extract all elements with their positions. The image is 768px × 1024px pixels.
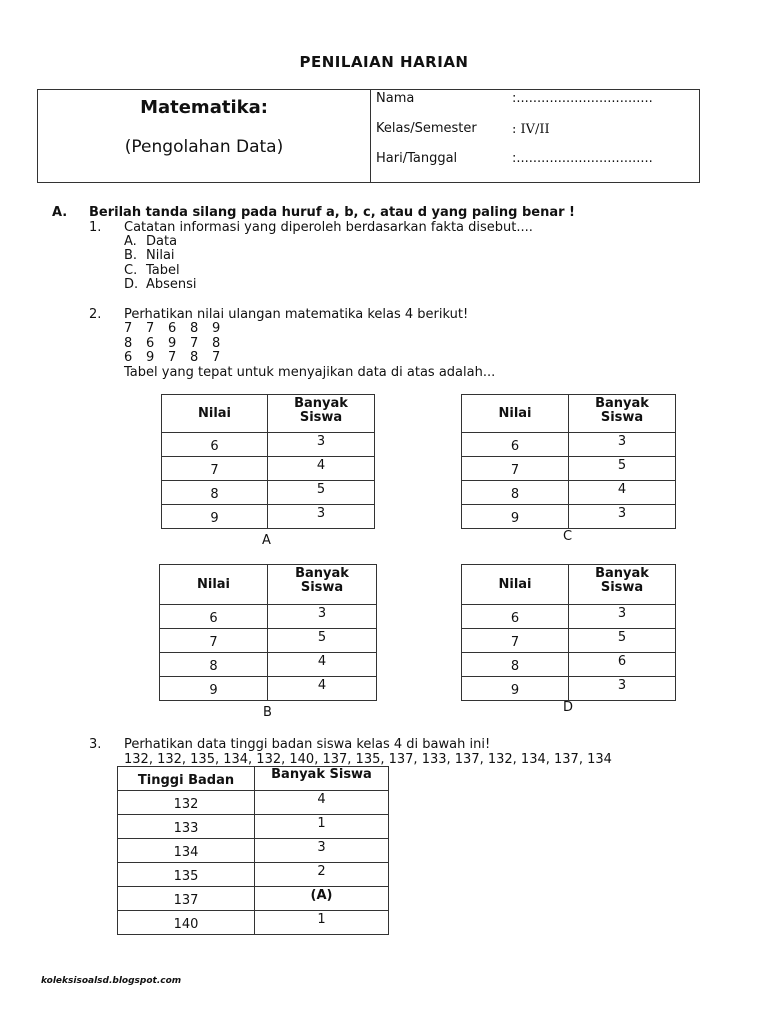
cell-banyak: 3 xyxy=(268,505,375,529)
field-label-kelas: Kelas/Semester xyxy=(376,121,477,136)
q1-option-a xyxy=(124,234,177,249)
cell-nilai: 8 xyxy=(160,653,268,677)
cell-nilai: 9 xyxy=(462,677,569,701)
q2-number: 2. xyxy=(89,307,102,322)
cell-banyak: 3 xyxy=(569,433,676,457)
data-value: 8 xyxy=(190,321,199,336)
q1-option-d xyxy=(124,277,197,292)
footer-source: koleksisoalsd.blogspot.com xyxy=(41,976,182,986)
data-value: 7 xyxy=(124,321,133,336)
table-row xyxy=(162,433,375,457)
data-value: 7 xyxy=(146,321,155,336)
table-row xyxy=(160,605,377,629)
q2-table-d xyxy=(461,564,676,701)
q2-data-row xyxy=(124,321,234,336)
cell-nilai: 9 xyxy=(160,677,268,701)
field-value-hari: :................................. xyxy=(512,151,653,166)
option-text: Tabel xyxy=(146,263,180,278)
col-banyak-line1: Banyak xyxy=(595,566,649,581)
cell-nilai: 8 xyxy=(462,481,569,505)
col-banyak-line2: Siswa xyxy=(300,580,344,595)
cell-banyak: 4 xyxy=(255,791,389,815)
col-tinggi-badan: Tinggi Badan xyxy=(118,767,255,791)
cell-banyak: 3 xyxy=(569,505,676,529)
cell-banyak: 3 xyxy=(569,677,676,701)
cell-nilai: 6 xyxy=(162,433,268,457)
table-row xyxy=(160,629,377,653)
data-value: 8 xyxy=(190,350,199,365)
q2-data-row xyxy=(124,336,234,351)
cell-tinggi: 132 xyxy=(118,791,255,815)
data-value: 9 xyxy=(212,321,221,336)
cell-banyak: 1 xyxy=(255,815,389,839)
table-row xyxy=(462,481,676,505)
table-label-c: C xyxy=(563,529,573,544)
data-value: 8 xyxy=(212,336,221,351)
q2-question: Tabel yang tepat untuk menyajikan data di atas adalah... xyxy=(124,365,496,380)
cell-banyak: 3 xyxy=(268,433,375,457)
cell-banyak: 4 xyxy=(268,677,377,701)
data-value: 9 xyxy=(168,336,177,351)
table-row xyxy=(462,605,676,629)
q2-table-a xyxy=(161,394,375,529)
data-value: 7 xyxy=(190,336,199,351)
col-nilai: Nilai xyxy=(162,395,268,433)
table-row xyxy=(462,457,676,481)
table-row xyxy=(118,887,389,911)
q2-table-b xyxy=(159,564,377,701)
cell-banyak: 4 xyxy=(268,457,375,481)
cell-banyak: 5 xyxy=(569,457,676,481)
col-banyak-line2: Siswa xyxy=(600,410,644,425)
cell-banyak: 5 xyxy=(569,629,676,653)
field-label-hari: Hari/Tanggal xyxy=(376,151,458,166)
data-value: 9 xyxy=(146,350,155,365)
q1-text: Catatan informasi yang diperoleh berdasarkan fakta disebut.... xyxy=(124,220,533,235)
table-label-b: B xyxy=(263,705,272,720)
table-row xyxy=(118,863,389,887)
q1-number: 1. xyxy=(89,220,102,235)
q2-table-c xyxy=(461,394,676,529)
page-title: PENILAIAN HARIAN xyxy=(299,53,469,71)
col-banyak-line1: Banyak xyxy=(595,396,649,411)
cell-tinggi: 134 xyxy=(118,839,255,863)
cell-banyak: 1 xyxy=(255,911,389,935)
cell-nilai: 6 xyxy=(462,433,569,457)
col-nilai: Nilai xyxy=(462,395,569,433)
option-letter: A. xyxy=(124,234,137,249)
data-value: 7 xyxy=(168,350,177,365)
table-row xyxy=(118,911,389,935)
cell-tinggi: 137 xyxy=(118,887,255,911)
q2-data-row xyxy=(124,350,234,365)
subject-subtopic: (Pengolahan Data) xyxy=(124,137,284,157)
cell-banyak: 6 xyxy=(569,653,676,677)
cell-nilai: 6 xyxy=(462,605,569,629)
cell-banyak: 3 xyxy=(255,839,389,863)
table-row xyxy=(462,433,676,457)
col-banyak-line2: Siswa xyxy=(600,580,644,595)
cell-banyak: 4 xyxy=(569,481,676,505)
cell-banyak: 2 xyxy=(255,863,389,887)
field-value-nama: :................................. xyxy=(512,91,653,106)
subject-title: Matematika: xyxy=(140,97,268,118)
table-row xyxy=(462,653,676,677)
cell-nilai: 7 xyxy=(462,457,569,481)
table-row xyxy=(162,481,375,505)
col-nilai: Nilai xyxy=(160,565,268,605)
table-row xyxy=(462,629,676,653)
table-row xyxy=(462,505,676,529)
table-row xyxy=(162,457,375,481)
q3-text: Perhatikan data tinggi badan siswa kelas 4 di bawah ini! xyxy=(124,737,491,752)
option-letter: B. xyxy=(124,248,138,263)
cell-tinggi: 135 xyxy=(118,863,255,887)
cell-nilai: 9 xyxy=(462,505,569,529)
q1-option-b xyxy=(124,248,175,263)
q3-number: 3. xyxy=(89,737,102,752)
header-box xyxy=(37,89,700,183)
col-banyak-line1: Banyak xyxy=(294,396,348,411)
table-row xyxy=(462,677,676,701)
table-row xyxy=(118,815,389,839)
cell-tinggi: 133 xyxy=(118,815,255,839)
cell-banyak: 5 xyxy=(268,629,377,653)
q3-table xyxy=(117,766,389,935)
table-label-d: D xyxy=(563,700,574,715)
field-value-kelas: : IV/II xyxy=(512,122,550,137)
cell-banyak: 5 xyxy=(268,481,375,505)
cell-nilai: 8 xyxy=(462,653,569,677)
table-row xyxy=(160,677,377,701)
col-banyak-siswa xyxy=(569,565,676,605)
q1-option-c xyxy=(124,263,180,278)
table-label-a: A xyxy=(262,533,271,548)
subject-panel xyxy=(38,90,371,182)
option-text: Nilai xyxy=(146,248,175,263)
table-row xyxy=(118,839,389,863)
q2-text: Perhatikan nilai ulangan matematika kelas 4 berikut! xyxy=(124,307,469,322)
data-value: 6 xyxy=(168,321,177,336)
section-instruction: Berilah tanda silang pada huruf a, b, c, atau d yang paling benar ! xyxy=(89,205,575,220)
field-label-nama: Nama xyxy=(376,91,415,106)
cell-nilai: 6 xyxy=(160,605,268,629)
option-letter: C. xyxy=(124,263,138,278)
col-nilai: Nilai xyxy=(462,565,569,605)
option-text: Data xyxy=(146,234,178,249)
data-value: 7 xyxy=(212,350,221,365)
col-banyak-line2: Siswa xyxy=(299,410,343,425)
section-letter: A. xyxy=(52,205,68,220)
col-banyak-siswa xyxy=(569,395,676,433)
option-text: Absensi xyxy=(146,277,197,292)
table-row xyxy=(160,653,377,677)
cell-nilai: 7 xyxy=(160,629,268,653)
cell-nilai: 7 xyxy=(462,629,569,653)
col-banyak-line1: Banyak xyxy=(295,566,349,581)
cell-banyak: 3 xyxy=(268,605,377,629)
table-row xyxy=(162,505,375,529)
table-row xyxy=(118,791,389,815)
option-letter: D. xyxy=(124,277,139,292)
cell-banyak: 3 xyxy=(569,605,676,629)
q3-data: 132, 132, 135, 134, 132, 140, 137, 135, 137, 133, 137, 132, 134, 137, 134 xyxy=(124,752,612,767)
col-banyak-siswa xyxy=(268,395,375,433)
col-banyak-siswa xyxy=(268,565,377,605)
data-value: 6 xyxy=(124,350,133,365)
cell-nilai: 7 xyxy=(162,457,268,481)
data-value: 8 xyxy=(124,336,133,351)
cell-tinggi: 140 xyxy=(118,911,255,935)
col-banyak-siswa: Banyak Siswa xyxy=(255,767,389,791)
cell-nilai: 9 xyxy=(162,505,268,529)
cell-nilai: 8 xyxy=(162,481,268,505)
data-value: 6 xyxy=(146,336,155,351)
cell-banyak: 4 xyxy=(268,653,377,677)
cell-banyak: (A) xyxy=(255,887,389,911)
